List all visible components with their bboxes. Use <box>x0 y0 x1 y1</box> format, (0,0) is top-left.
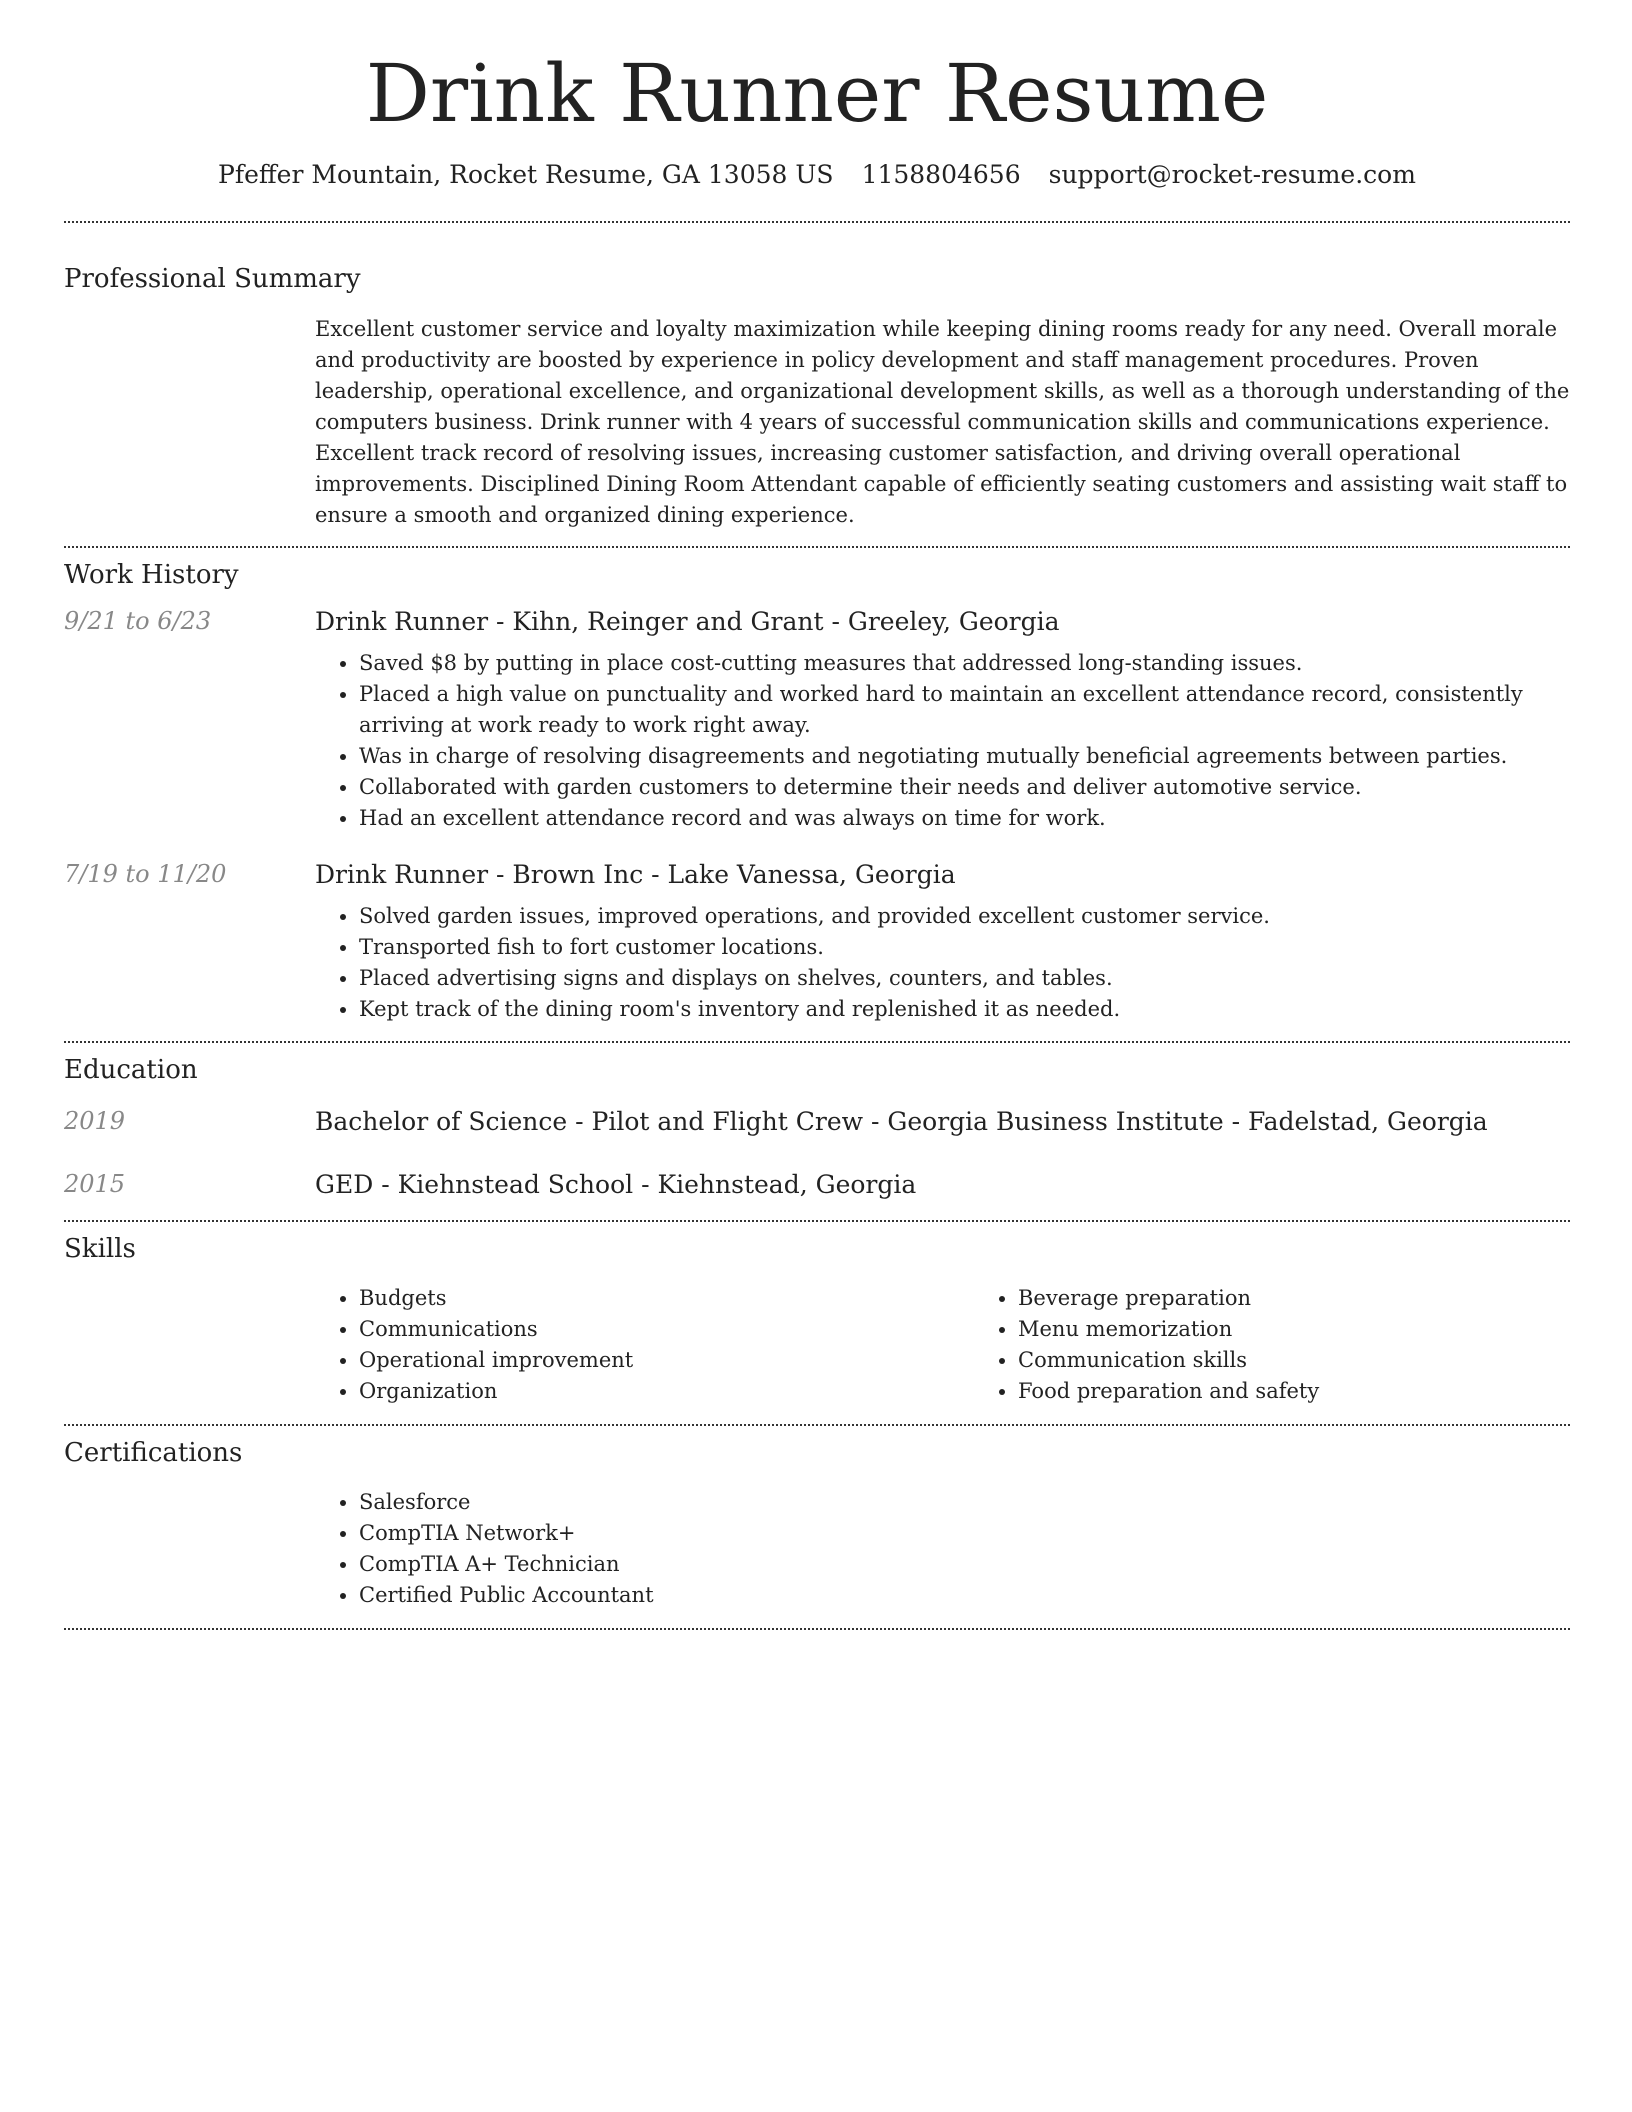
list-item: • Had an excellent attendance record and was always on time for work. <box>359 803 1570 834</box>
education-section <box>64 1055 1570 1199</box>
section-title-certifications: Certifications <box>64 1438 243 1468</box>
list-item: • Transported fish to fort customer locations. <box>359 932 1570 963</box>
skill-item: • Communication skills <box>1018 1345 1632 1376</box>
job-dates: 7/19 to 11/20 <box>64 860 227 888</box>
divider <box>64 1628 1570 1630</box>
education-heading: Bachelor of Science - Pilot and Flight Crew - Georgia Business Institute - Fadelstad, Georgia <box>315 1107 1488 1136</box>
job-heading: Drink Runner - Kihn, Reinger and Grant - Greeley, Georgia <box>315 607 1060 636</box>
skills-grid <box>315 1283 1570 1407</box>
list-item: • Placed advertising signs and displays on shelves, counters, and tables. <box>359 963 1570 994</box>
work-history-section <box>64 560 1570 1025</box>
resume-header <box>64 0 1570 189</box>
certifications-section <box>64 1438 1570 1611</box>
job-entry <box>64 607 1570 834</box>
job-dates: 9/21 to 6/23 <box>64 607 212 635</box>
certification-item: • CompTIA A+ Technician <box>359 1549 1570 1580</box>
contact-line <box>64 160 1570 189</box>
job-bullets <box>315 901 1570 1025</box>
list-item: • Solved garden issues, improved operations, and provided excellent customer service. <box>359 901 1570 932</box>
skills-column-1 <box>315 1283 974 1407</box>
skills-column-2 <box>974 1283 1632 1407</box>
resume-page <box>64 0 1570 1630</box>
education-entry <box>64 1107 1570 1136</box>
divider <box>64 1220 1570 1222</box>
contact-address: Pfeffer Mountain, Rocket Resume, GA 13058 US <box>218 160 834 189</box>
skill-item: • Beverage preparation <box>1018 1283 1632 1314</box>
certification-item: • Certified Public Accountant <box>359 1580 1570 1611</box>
skill-item: • Communications <box>359 1314 974 1345</box>
divider <box>64 221 1570 223</box>
skill-item: • Organization <box>359 1376 974 1407</box>
education-year: 2015 <box>64 1170 126 1198</box>
skills-section <box>64 1234 1570 1407</box>
certification-item: • CompTIA Network+ <box>359 1518 1570 1549</box>
resume-title: Drink Runner Resume <box>365 47 1269 140</box>
job-bullets <box>315 648 1570 834</box>
skill-item: • Food preparation and safety <box>1018 1376 1632 1407</box>
list-item: • Placed a high value on punctuality and worked hard to maintain an excellent attendance record, consistently arriving at work ready to work right away. <box>359 679 1570 741</box>
education-year: 2019 <box>64 1107 126 1135</box>
section-title-summary: Professional Summary <box>64 264 361 294</box>
skill-item: • Budgets <box>359 1283 974 1314</box>
certifications-list <box>315 1487 1570 1611</box>
list-item: • Kept track of the dining room's inventory and replenished it as needed. <box>359 994 1570 1025</box>
summary-section <box>64 264 1570 531</box>
skill-item: • Menu memorization <box>1018 1314 1632 1345</box>
contact-email: support@rocket-resume.com <box>1048 160 1416 189</box>
list-item: • Collaborated with garden customers to determine their needs and deliver automotive service. <box>359 772 1570 803</box>
job-heading: Drink Runner - Brown Inc - Lake Vanessa, Georgia <box>315 860 956 889</box>
section-title-work: Work History <box>64 560 239 590</box>
list-item: • Saved $8 by putting in place cost-cutting measures that addressed long-standing issues. <box>359 648 1570 679</box>
job-entry <box>64 860 1570 1025</box>
skill-item: • Operational improvement <box>359 1345 974 1376</box>
section-title-education: Education <box>64 1055 198 1085</box>
section-title-skills: Skills <box>64 1234 136 1264</box>
certification-item: • Salesforce <box>359 1487 1570 1518</box>
summary-text: Excellent customer service and loyalty maximization while keeping dining rooms ready for any need. Overall morale and productivity are boosted by experience in policy development and staff management procedures. Proven leadership, operational excellence, and organizational development skills, as well as a thorough understanding of the computers business. Drink runner with 4 years of successful communication skills and communications experience. Excellent track record of resolving issues, increasing customer satisfaction, and driving overall operational improvements. Disciplined Dining Room Attendant capable of efficiently seating customers and assisting wait staff to ensure a smooth and organized dining experience. <box>315 317 1570 527</box>
contact-phone: 1158804656 <box>861 160 1021 189</box>
divider <box>64 1041 1570 1043</box>
divider <box>64 546 1570 548</box>
list-item: • Was in charge of resolving disagreements and negotiating mutually beneficial agreements between parties. <box>359 741 1570 772</box>
education-heading: GED - Kiehnstead School - Kiehnstead, Georgia <box>315 1170 917 1199</box>
divider <box>64 1424 1570 1426</box>
education-entry <box>64 1170 1570 1199</box>
